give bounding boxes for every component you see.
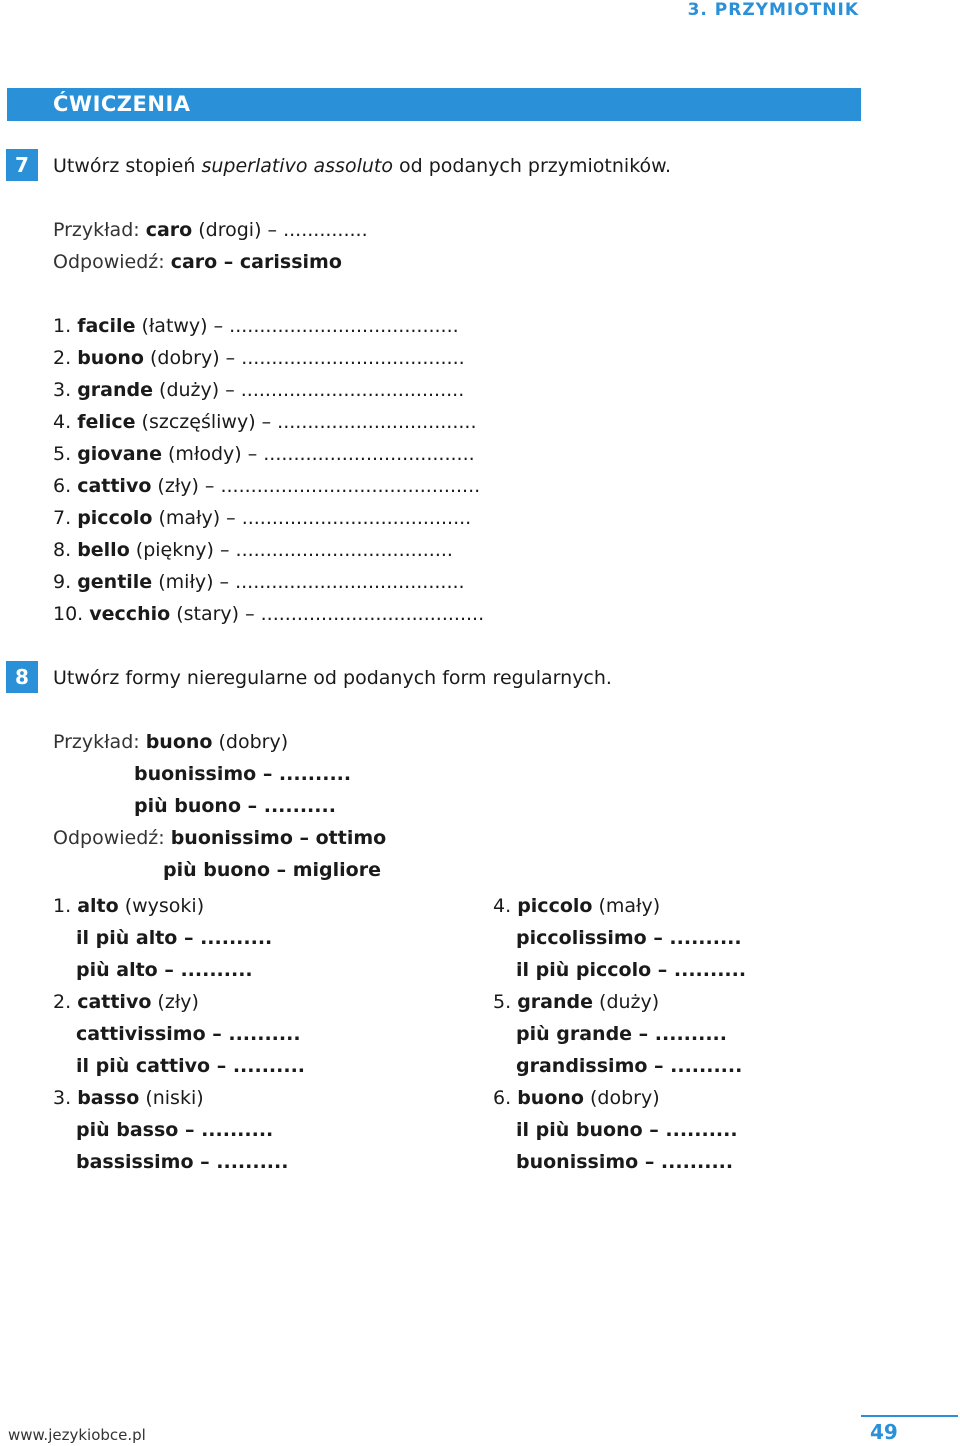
page-number-divider [861,1415,958,1417]
list-item: 2. buono (dobry) – ..................................... [53,347,465,369]
list-item-line: buonissimo – .......... [516,1151,734,1173]
list-item-line: il più cattivo – .......... [76,1055,306,1077]
list-item-line: cattivissimo – .......... [76,1023,301,1045]
list-item: 5. giovane (młody) – ................................... [53,443,475,465]
list-item-line: piccolissimo – .......... [516,927,742,949]
list-item-line: grandissimo – .......... [516,1055,743,1077]
exercise-7-answer: Odpowiedź: caro – carissimo [53,251,342,273]
list-item: 7. piccolo (mały) – ...................................... [53,507,472,529]
list-item-line: il più alto – .......... [76,927,273,949]
exercise-8-answer: Odpowiedź: buonissimo – ottimo [53,827,387,849]
list-item: 4. felice (szczęśliwy) – ................................. [53,411,477,433]
exercise-7-example: Przykład: caro (drogi) – .............. [53,219,368,241]
exercise-8-example-line: più buono – .......... [134,795,336,817]
list-item: 3. grande (duży) – ..................................... [53,379,465,401]
footer-url[interactable]: www.jezykiobce.pl [8,1426,146,1444]
exercise-8-example: Przykład: buono (dobry) [53,731,289,753]
list-item: 3. basso (niski) [53,1087,204,1109]
exercise-8-example-line: buonissimo – .......... [134,763,352,785]
page-number: 49 [870,1420,898,1444]
exercise-7-instruction: Utwórz stopień superlativo assoluto od podanych przymiotników. [53,155,671,177]
list-item: 6. buono (dobry) [493,1087,660,1109]
list-item-line: bassissimo – .......... [76,1151,289,1173]
list-item: 2. cattivo (zły) [53,991,199,1013]
list-item: 5. grande (duży) [493,991,660,1013]
exercise-8-instruction: Utwórz formy nieregularne od podanych form regularnych. [53,667,612,689]
list-item: 10. vecchio (stary) – ..................................... [53,603,485,625]
list-item: 1. facile (łatwy) – ...................................... [53,315,459,337]
list-item: 6. cattivo (zły) – ........................................... [53,475,481,497]
list-item: 9. gentile (miły) – ...................................... [53,571,465,593]
list-item: 8. bello (piękny) – .................................... [53,539,453,561]
section-title: ĆWICZENIA [53,92,191,116]
list-item-line: il più piccolo – .......... [516,959,747,981]
exercise-8-number: 8 [6,661,38,693]
exercise-8-answer-line: più buono – migliore [163,859,381,881]
list-item-line: più grande – .......... [516,1023,727,1045]
chapter-header: 3. PRZYMIOTNIK [687,0,859,20]
list-item-line: più basso – .......... [76,1119,274,1141]
list-item-line: il più buono – .......... [516,1119,738,1141]
exercise-7-number: 7 [6,149,38,181]
list-item-line: più alto – .......... [76,959,253,981]
list-item: 4. piccolo (mały) [493,895,661,917]
list-item: 1. alto (wysoki) [53,895,205,917]
